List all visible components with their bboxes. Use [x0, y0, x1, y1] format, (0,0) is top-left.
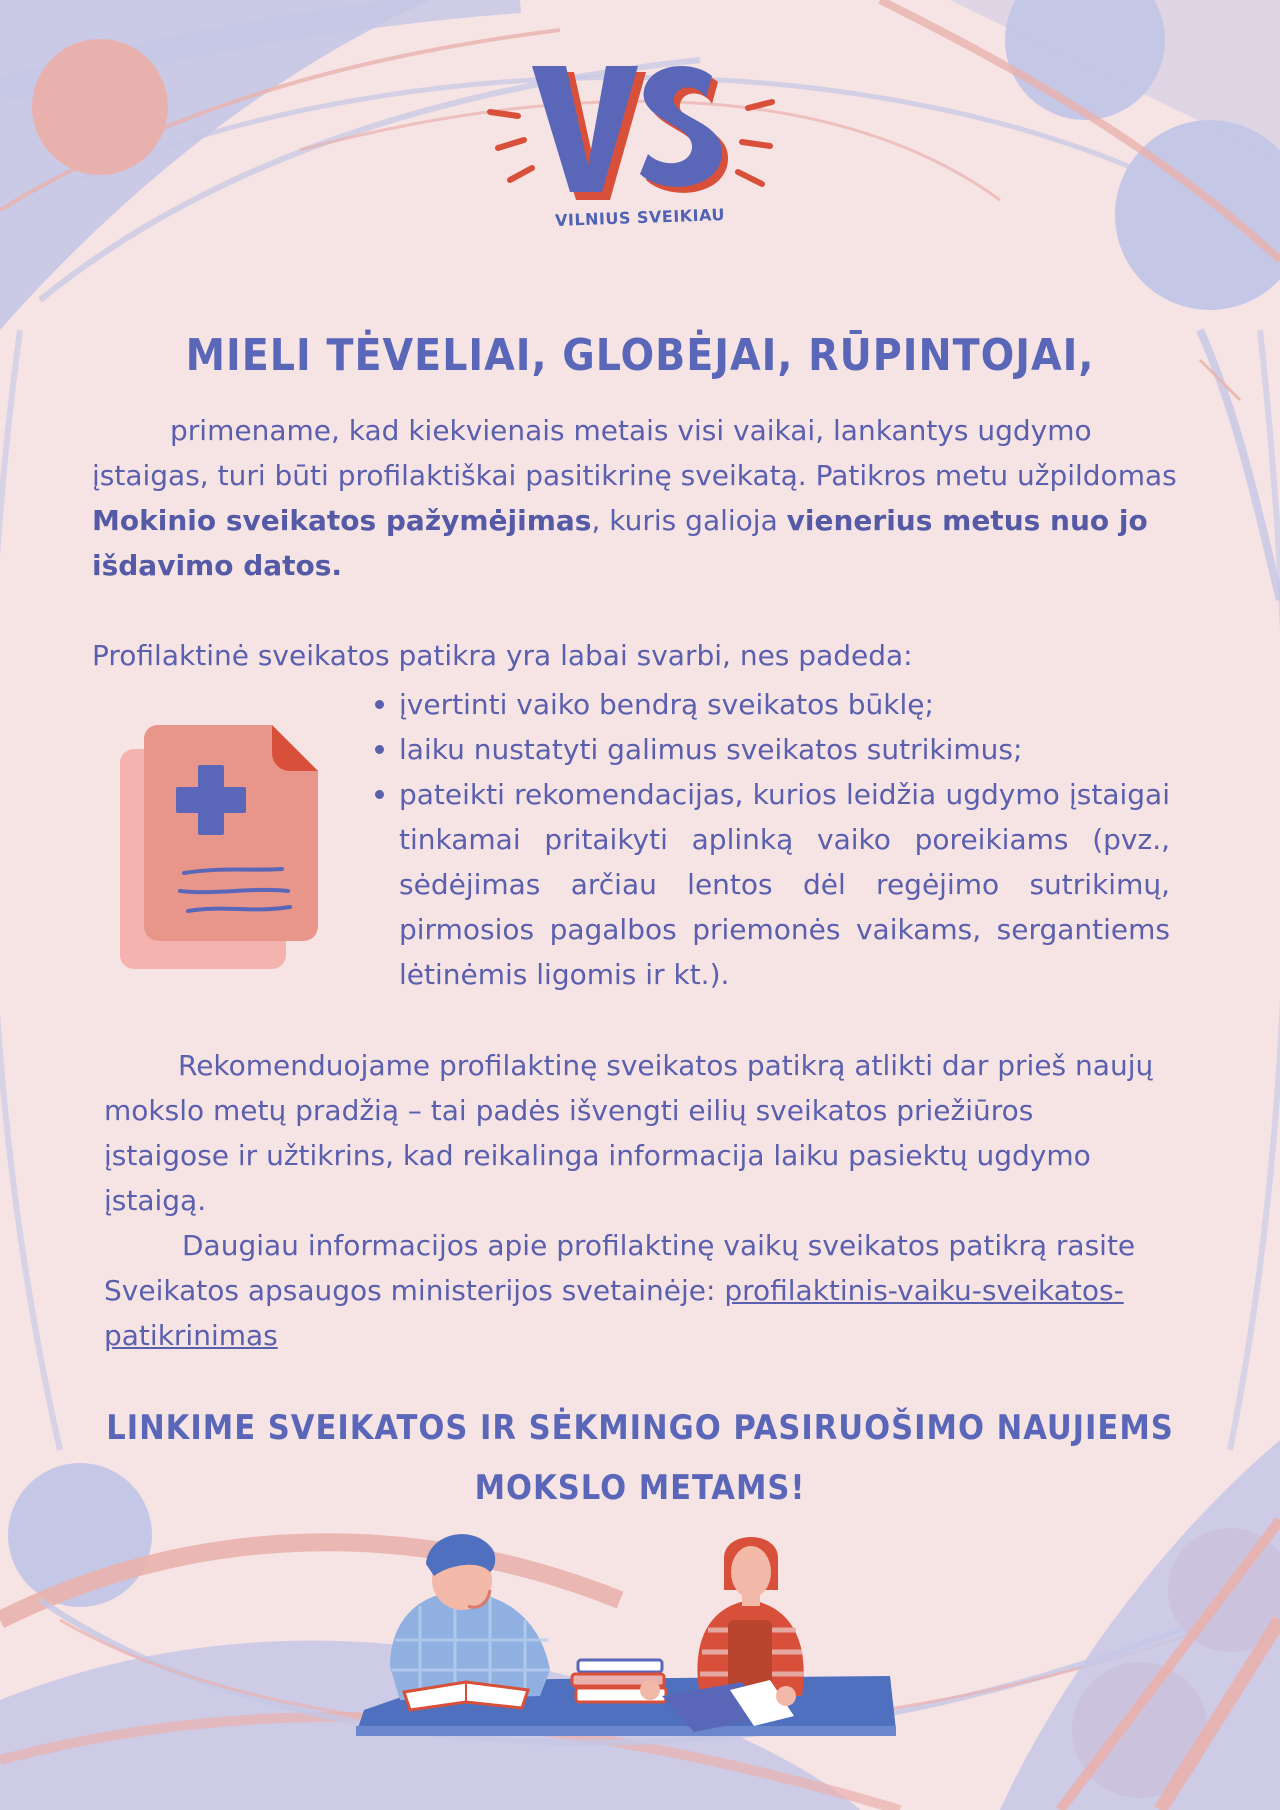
list-item: pateikti rekomendacijas, kurios leidžia ugdymo įstaigai tinkamai pritaikyti aplinką vaiko poreikiams (pvz., sėdėjimas arčiau lentos dėl regėjimo sutrikimų, pirmosios pagalbos priemonės vaikams, sergantiems lėtinėmis ligomis ir kt.).	[370, 772, 1170, 997]
paragraph-text: , kuris galioja	[591, 504, 787, 537]
benefits-intro: Profilaktinė sveikatos patikra yra labai svarbi, nes padeda:	[92, 639, 913, 672]
paragraph-text: primename, kad kiekvienais metais visi vaikai, lankantys ugdymo įstaigas, turi būti profilaktiškai pasitikrinę sveikatą. Patikros metu užpildomas	[92, 414, 1177, 492]
medical-document-icon	[112, 715, 332, 975]
benefits-list	[370, 682, 1170, 997]
validity-period: vienerius metus nuo jo išdavimo datos.	[92, 504, 1148, 582]
list-item: įvertinti vaiko bendrą sveikatos būklę;	[370, 682, 1170, 727]
paragraph-text: Daugiau informacijos apie profilaktinę vaikų sveikatos patikrą rasite Sveikatos apsaugos ministerijos svetainėje:	[104, 1229, 1136, 1307]
certificate-name: Mokinio sveikatos pažymėjimas	[92, 504, 592, 537]
paragraph-text: Rekomenduojame profilaktinę sveikatos patikrą atlikti dar prieš naujų mokslo metų pradžią – tai padės išvengti eilių sveikatos priežiūros įstaigose ir užtikrins, kad reikalinga informacija laiku pasiektų ugdymo įstaigą.	[104, 1049, 1154, 1217]
children-studying-illustration	[350, 1520, 910, 1750]
page-title: MIELI TĖVELIAI, GLOBĖJAI, RŪPINTOJAI,	[185, 330, 1095, 381]
closing-line-1: LINKIME SVEIKATOS IR SĖKMINGO PASIRUOŠIMO NAUJIEMS	[106, 1408, 1174, 1448]
list-item: laiku nustatyti galimus sveikatos sutrikimus;	[370, 727, 1170, 772]
intro-paragraph	[92, 408, 1182, 588]
closing-wish	[0, 1398, 1280, 1518]
closing-line-2: MOKSLO METAMS!	[474, 1468, 806, 1508]
more-info-paragraph	[104, 1223, 1164, 1358]
logo-subtitle: VILNIUS SVEIKIAU	[554, 205, 726, 230]
recommendation-paragraph	[104, 1043, 1164, 1223]
ministry-link[interactable]: profilaktinis-vaiku-sveikatos-patikrinimas	[104, 1274, 1124, 1352]
